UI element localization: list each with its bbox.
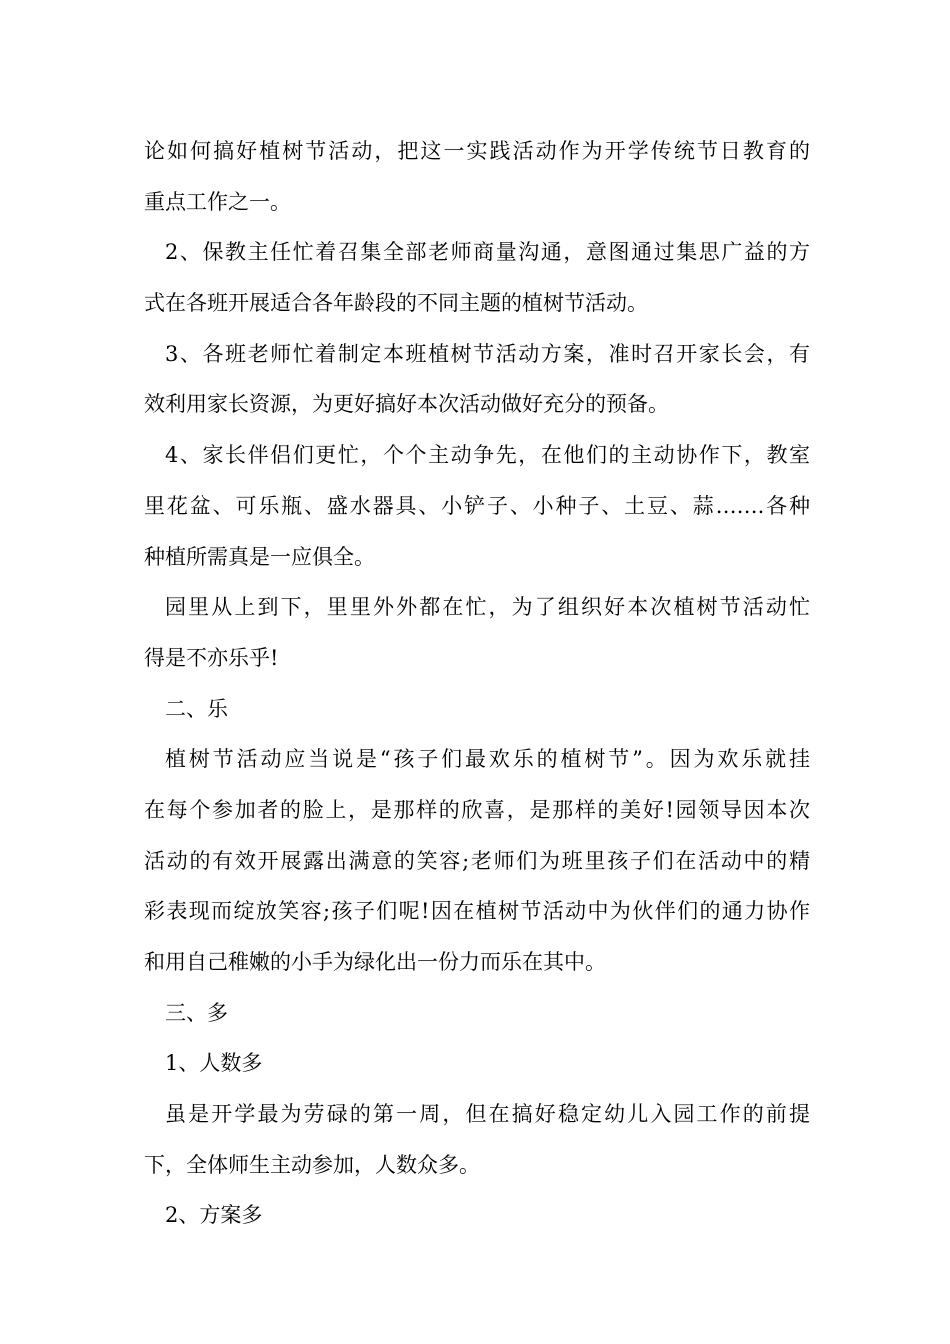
- text-line-6: 效利用家长资源，为更好搞好本次活动做好充分的预备。: [144, 392, 669, 417]
- text-line-21: 下，全体师生主动参加，人数众多。: [144, 1152, 480, 1177]
- text-line-11: 得是不亦乐乎!: [144, 645, 279, 670]
- text-line-2: 重点工作之一。: [144, 189, 291, 214]
- section-heading-le: 二、乐: [165, 696, 228, 721]
- subheading-renshu: 1、人数多: [165, 1051, 263, 1076]
- text-line-17: 和用自己稚嫩的小手为绿化出一份力而乐在其中。: [144, 950, 606, 974]
- text-line-13: 植树节活动应当说是“孩子们最欢乐的植树节”。因为欢乐就挂: [165, 747, 810, 772]
- text-line-5: 3、各班老师忙着制定本班植树节活动方案，准时召开家长会，有: [165, 341, 810, 366]
- text-line-8: 里花盆、可乐瓶、盛水器具、小铲子、小种子、土豆、蒜…….各种: [144, 493, 810, 518]
- text-line-3: 2、保教主任忙着召集全部老师商量沟通，意图通过集思广益的方: [165, 240, 810, 265]
- text-line-15: 活动的有效开展露出满意的笑容;老师们为班里孩子们在活动中的精: [144, 848, 810, 873]
- text-line-10: 园里从上到下，里里外外都在忙，为了组织好本次植树节活动忙: [165, 595, 810, 620]
- subheading-fangan: 2、方案多: [165, 1203, 263, 1228]
- text-line-7: 4、家长伴侣们更忙，个个主动争先，在他们的主动协作下，教室: [165, 443, 810, 468]
- text-line-1: 论如何搞好植树节活动，把这一实践活动作为开学传统节日教育的: [144, 139, 810, 163]
- text-line-16: 彩表现而绽放笑容;孩子们呢!因在植树节活动中为伙伴们的通力协作: [144, 899, 810, 924]
- section-heading-duo: 三、多: [165, 1000, 228, 1025]
- text-line-4: 式在各班开展适合各年龄段的不同主题的植树节活动。: [144, 291, 648, 316]
- text-line-20: 虽是开学最为劳碌的第一周，但在搞好稳定幼儿入园工作的前提: [165, 1102, 810, 1127]
- text-line-14: 在每个参加者的脸上，是那样的欣喜，是那样的美好!园领导因本次: [144, 797, 810, 822]
- document-body: [144, 126, 810, 1241]
- text-line-9: 种植所需真是一应俱全。: [144, 544, 375, 569]
